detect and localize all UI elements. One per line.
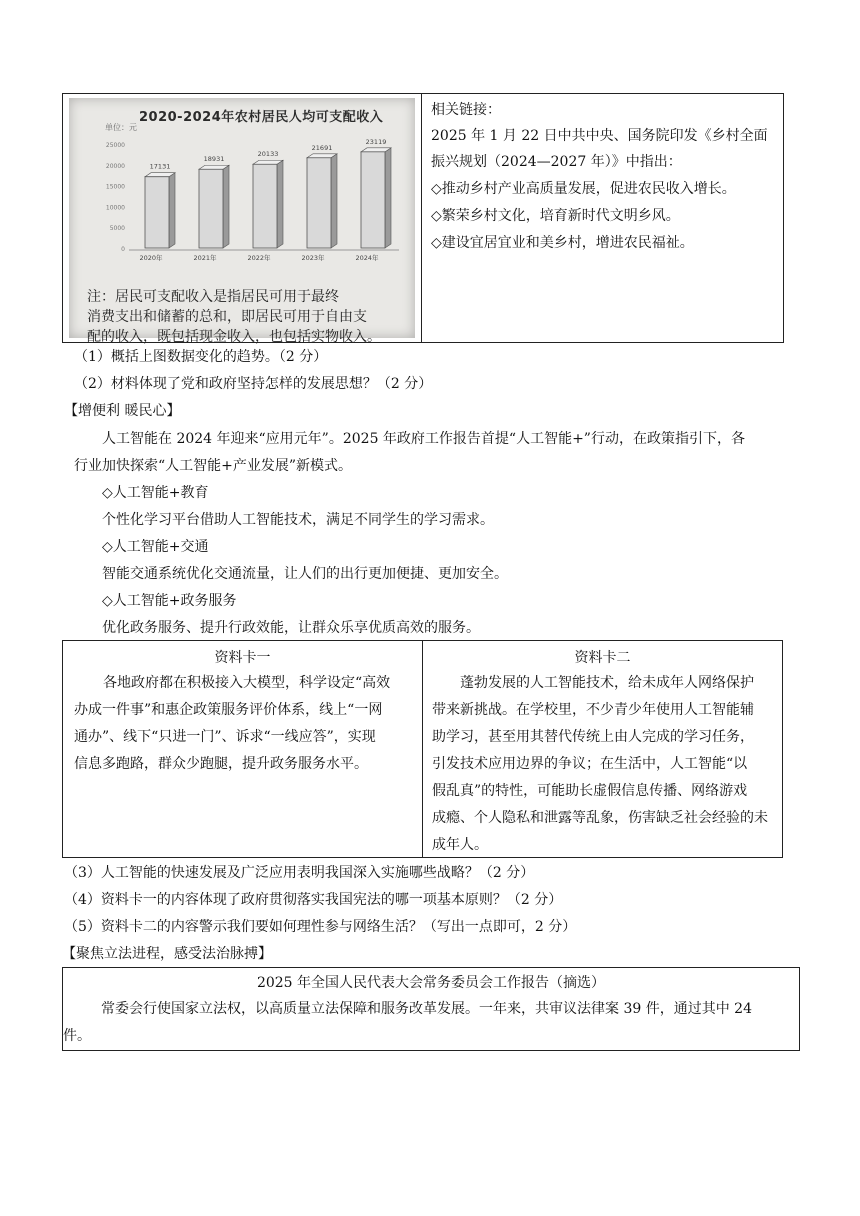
- question-3: （3）人工智能的快速发展及广泛应用表明我国深入实施哪些战略？（2 分）: [64, 865, 535, 881]
- ai-item-gov-desc: 优化政务服务、提升行政效能，让群众乐享优质高效的服务。: [102, 620, 480, 636]
- question-1: （1）概括上图数据变化的趋势。（2 分）: [74, 349, 328, 365]
- card-2-line-3: 助学习，甚至用其替代传统上由人完成的学习任务，: [432, 729, 754, 745]
- card-1-title: 资料卡一: [214, 650, 271, 666]
- ai-item-transport: ◇人工智能+交通: [102, 539, 209, 555]
- bar-side: [169, 173, 175, 248]
- card-2-line-5: 假乱真”的特性，可能助长虚假信息传播、网络游戏: [432, 783, 748, 799]
- card-2-line-7: 成年人。: [432, 837, 488, 853]
- question-5: （5）资料卡二的内容警示我们要如何理性参与网络生活？（写出一点即可，2 分）: [64, 919, 577, 935]
- card-2-title: 资料卡二: [574, 650, 631, 666]
- bar-value-label: 23119: [365, 137, 387, 146]
- links-cell: [422, 94, 784, 343]
- top-table: [62, 93, 784, 343]
- card-1-line-3: 通办”、线下“只进一门”、诉求“一线应答”，实现: [74, 729, 376, 745]
- cards-table: [62, 640, 783, 858]
- y-tick-label: 20000: [105, 162, 125, 170]
- card-1-line-1: 各地政府都在积极接入大模型，科学设定“高效: [103, 675, 391, 691]
- bar-value-label: 21691: [311, 143, 333, 152]
- x-tick-label: 2020年: [139, 254, 163, 262]
- x-tick-label: 2022年: [247, 254, 271, 262]
- law-report-line-1: 常委会行使国家立法权，以高质量立法保障和服务改革发展。一年来，共审议法律案 39 件，通过其中 24: [101, 1001, 752, 1017]
- bar-value-label: 20133: [257, 150, 279, 159]
- ai-intro-line-1: 人工智能在 2024 年迎来“应用元年”。2025 年政府工作报告首提“人工智能+”行动，在政策指引下，各: [102, 431, 745, 447]
- law-report-box: [62, 967, 800, 1051]
- section-heading-law: 【聚焦立法进程，感受法治脉搏】: [62, 946, 272, 962]
- ai-intro-line-2: 行业加快探索“人工智能+产业发展”新模式。: [74, 458, 353, 474]
- y-tick-label: 10000: [105, 204, 125, 212]
- bar-value-label: 18931: [203, 155, 225, 164]
- question-4: （4）资料卡一的内容体现了政府贯彻落实我国宪法的哪一项基本原则？（2 分）: [64, 892, 563, 908]
- bar-side: [277, 160, 283, 248]
- bar: [253, 164, 277, 248]
- chart-note-line-2: 消费支出和储蓄的总和，即居民可用于自由支: [87, 309, 367, 325]
- law-report-line-2: 件。: [63, 1028, 91, 1044]
- bar: [307, 158, 331, 248]
- bar-side: [331, 154, 337, 248]
- law-report-title: 2025 年全国人民代表大会常务委员会工作报告（摘选）: [256, 975, 606, 991]
- chart-cell: [63, 94, 422, 343]
- x-tick-label: 2024年: [355, 254, 379, 262]
- links-intro-line-1: 2025 年 1 月 22 日中共中央、国务院印发《乡村全面: [431, 128, 768, 144]
- ai-item-education: ◇人工智能+教育: [102, 485, 209, 501]
- x-tick-label: 2023年: [301, 254, 325, 262]
- links-item-2: ◇繁荣乡村文化，培育新时代文明乡风。: [431, 208, 680, 224]
- chart-unit-label: 单位：元: [105, 123, 137, 132]
- bar: [145, 177, 169, 248]
- links-intro-line-2: 振兴规划（2024—2027 年）》中指出：: [431, 154, 682, 170]
- bar: [199, 169, 223, 248]
- y-tick-label: 0: [121, 246, 125, 253]
- bar-side: [385, 148, 391, 248]
- chart-note-line-1: 注：居民可支配收入是指居民可用于最终: [87, 289, 339, 305]
- card-2-line-1: 蓬勃发展的人工智能技术，给未成年人网络保护: [460, 675, 754, 691]
- bar: [361, 152, 385, 248]
- card-2-line-2: 带来新挑战。在学校里，不少青少年使用人工智能辅: [432, 702, 754, 718]
- bar-value-label: 17131: [149, 162, 171, 171]
- bar-side: [223, 165, 229, 248]
- y-tick-label: 15000: [105, 183, 125, 191]
- chart-note-line-3: 配的收入，既包括现金收入，也包括实物收入。: [87, 329, 381, 345]
- ai-item-transport-desc: 智能交通系统优化交通流量，让人们的出行更加便捷、更加安全。: [102, 566, 508, 582]
- chart-title: 2020-2024年农村居民人均可支配收入: [139, 110, 384, 125]
- y-tick-label: 5000: [109, 225, 125, 233]
- x-tick-label: 2021年: [193, 254, 217, 262]
- card-2-line-6: 成瘾、个人隐私和泄露等乱象，伤害缺乏社会经验的未: [432, 810, 768, 826]
- question-2: （2）材料体现了党和政府坚持怎样的发展思想？（2 分）: [74, 376, 433, 392]
- card-2: [423, 641, 783, 858]
- y-tick-label: 25000: [105, 142, 125, 149]
- links-item-1: ◇推动乡村产业高质量发展，促进农民收入增长。: [431, 181, 736, 197]
- ai-item-education-desc: 个性化学习平台借助人工智能技术，满足不同学生的学习需求。: [102, 512, 494, 528]
- section-heading-ai: 【增便利 暖民心】: [64, 403, 181, 419]
- card-2-line-4: 引发技术应用边界的争议；在生活中，人工智能“以: [432, 756, 748, 772]
- income-bar-chart: [69, 98, 415, 278]
- card-1-line-2: 办成一件事”和惠企政策服务评价体系，线上“一网: [74, 702, 383, 718]
- card-1: [63, 641, 423, 858]
- links-heading: 相关链接：: [431, 102, 501, 118]
- chart-photo: [69, 98, 415, 345]
- links-item-3: ◇建设宜居宜业和美乡村，增进农民福祉。: [431, 235, 694, 251]
- ai-item-gov: ◇人工智能+政务服务: [102, 593, 237, 609]
- card-1-line-4: 信息多跑路，群众少跑腿，提升政务服务水平。: [74, 756, 368, 772]
